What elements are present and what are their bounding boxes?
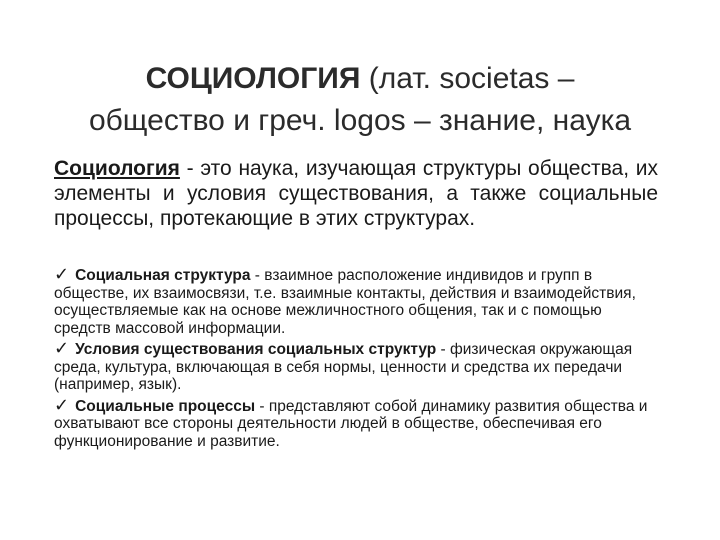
item-text: - представляют собой динамику развития общества и охватывают все стороны деятельности людей в обществе, обеспечивая его функционирование и развитие. — [54, 397, 648, 450]
checkmark-icon: ✓ — [54, 394, 70, 415]
slide-title — [40, 58, 680, 142]
title-line-1 — [40, 58, 680, 100]
bullet-list — [54, 266, 660, 453]
title-bold: СОЦИОЛОГИЯ — [145, 62, 361, 95]
list-item — [54, 394, 660, 451]
item-term: Социальная структура — [75, 267, 251, 284]
checkmark-icon: ✓ — [54, 338, 70, 358]
list-item — [54, 340, 660, 394]
list-item — [54, 266, 660, 337]
title-line-2: общество и греч. logos – знание, наука — [88, 104, 632, 137]
item-text: - физическая окружающая среда, культура, включающая в себя нормы, ценности и средства их передачи (например, язык). — [54, 341, 633, 393]
item-text: - взаимное расположение индивидов и групп в обществе, их взаимосвязи, т.е. взаимные контакты, действия и взаимодействия, осуществляемые как на основе межличностного общения, так и с помощью средств массовой информации. — [54, 267, 636, 337]
definition-text: - это наука, изучающая структуры общества, их элементы и условия существования, а также социальные процессы, протекающие в этих структурах. — [54, 157, 658, 230]
definition-paragraph — [54, 156, 658, 231]
title-line1-rest: (лат. societas – — [360, 62, 575, 95]
definition-term: Социология — [54, 157, 180, 180]
item-term: Условия существования социальных структур — [75, 341, 437, 358]
checkmark-icon: ✓ — [54, 264, 70, 284]
item-term: Социальные процессы — [75, 397, 256, 415]
